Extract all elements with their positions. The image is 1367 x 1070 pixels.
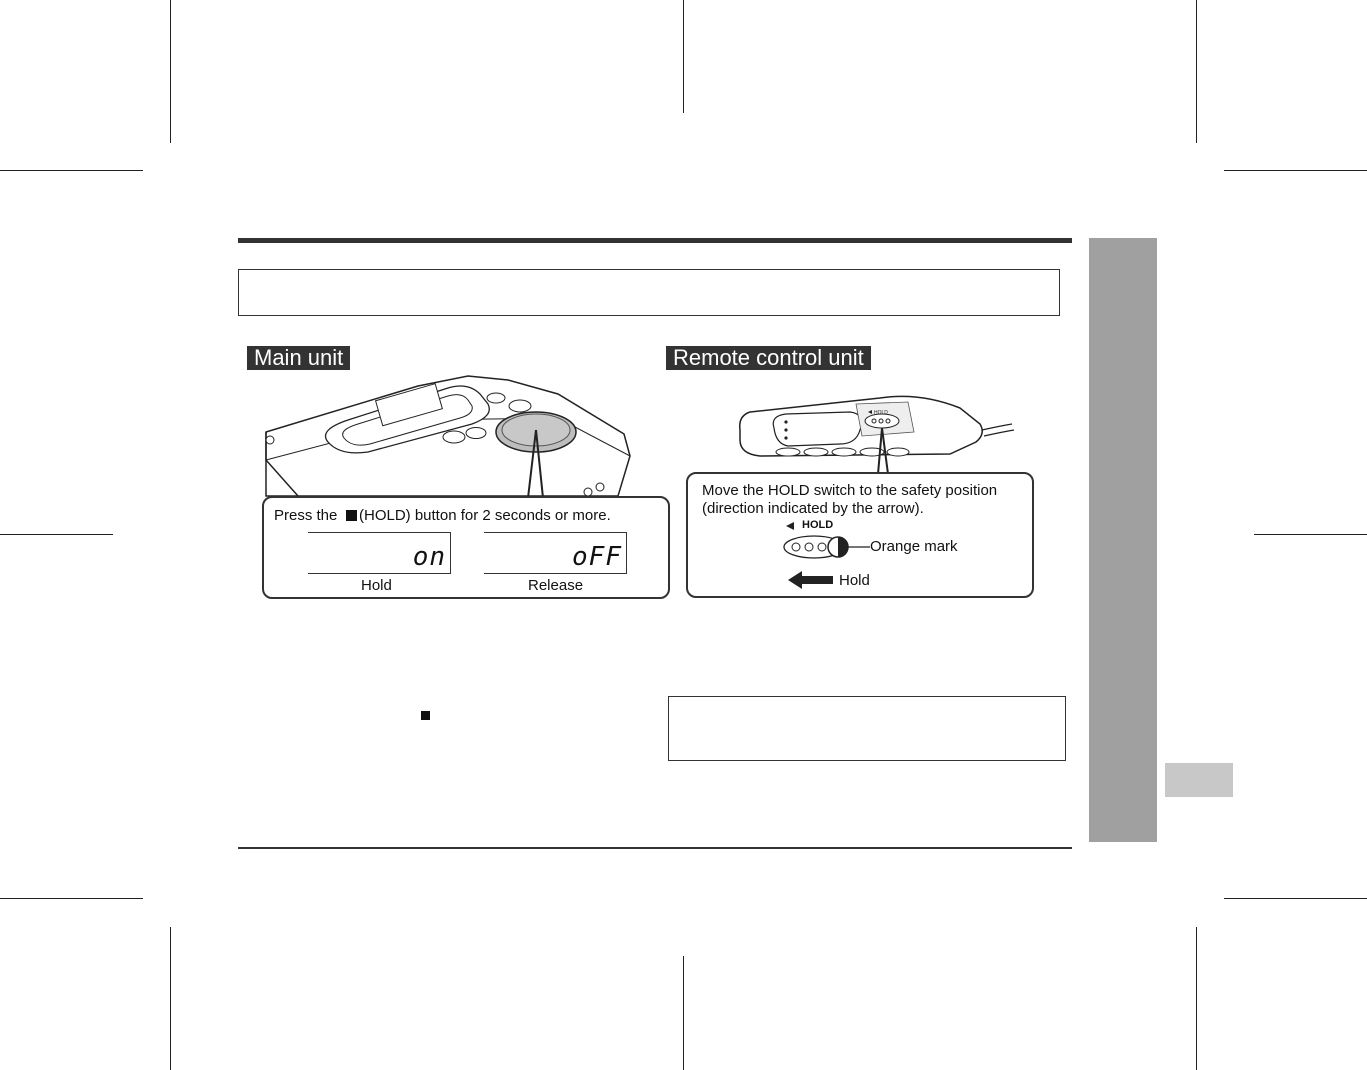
crop-mark bbox=[1196, 0, 1197, 143]
crop-mark bbox=[0, 898, 143, 899]
crop-mark bbox=[1224, 170, 1367, 171]
bottom-rule bbox=[238, 847, 1072, 849]
release-caption: Release bbox=[528, 577, 584, 594]
section-title-box bbox=[238, 269, 1060, 316]
release-display-readout: oFF bbox=[572, 542, 622, 572]
crop-mark bbox=[683, 956, 684, 1070]
chapter-tab bbox=[1165, 763, 1233, 797]
crop-mark bbox=[1196, 927, 1197, 1070]
crop-mark bbox=[1254, 534, 1367, 535]
main-unit-callout bbox=[262, 496, 670, 599]
hold-display bbox=[308, 532, 451, 574]
note-box bbox=[668, 696, 1066, 761]
hold-caption: Hold bbox=[361, 577, 392, 594]
remote-instruction-line2: (direction indicated by the arrow). bbox=[702, 500, 924, 517]
main-unit-illustration bbox=[258, 364, 638, 504]
stop-icon bbox=[346, 510, 357, 521]
release-display bbox=[484, 532, 627, 574]
crop-mark bbox=[1224, 898, 1367, 899]
remote-unit-illustration bbox=[730, 390, 1020, 476]
remote-hold-label: HOLD bbox=[874, 410, 888, 416]
hold-arrow-icon bbox=[788, 570, 834, 590]
hold-display-readout: on bbox=[412, 542, 446, 572]
orange-mark-label: Orange mark bbox=[870, 538, 958, 555]
main-unit-label: Main unit bbox=[247, 346, 350, 370]
top-rule bbox=[238, 238, 1072, 243]
main-instruction-prefix: Press the bbox=[274, 507, 338, 524]
remote-unit-callout bbox=[686, 472, 1034, 598]
remote-unit-label: Remote control unit bbox=[666, 346, 871, 370]
crop-mark bbox=[0, 170, 143, 171]
main-instruction-suffix: (HOLD) button for 2 seconds or more. bbox=[359, 507, 611, 524]
chapter-sidebar bbox=[1089, 238, 1157, 842]
hold-arrow-caption: Hold bbox=[839, 572, 870, 589]
remote-instruction-line1: Move the HOLD switch to the safety position bbox=[702, 482, 998, 499]
crop-mark bbox=[170, 927, 171, 1070]
crop-mark bbox=[683, 0, 684, 113]
hold-switch-label: HOLD bbox=[802, 519, 834, 531]
crop-mark bbox=[170, 0, 171, 143]
crop-mark bbox=[0, 534, 113, 535]
stop-icon-inline bbox=[421, 711, 430, 720]
